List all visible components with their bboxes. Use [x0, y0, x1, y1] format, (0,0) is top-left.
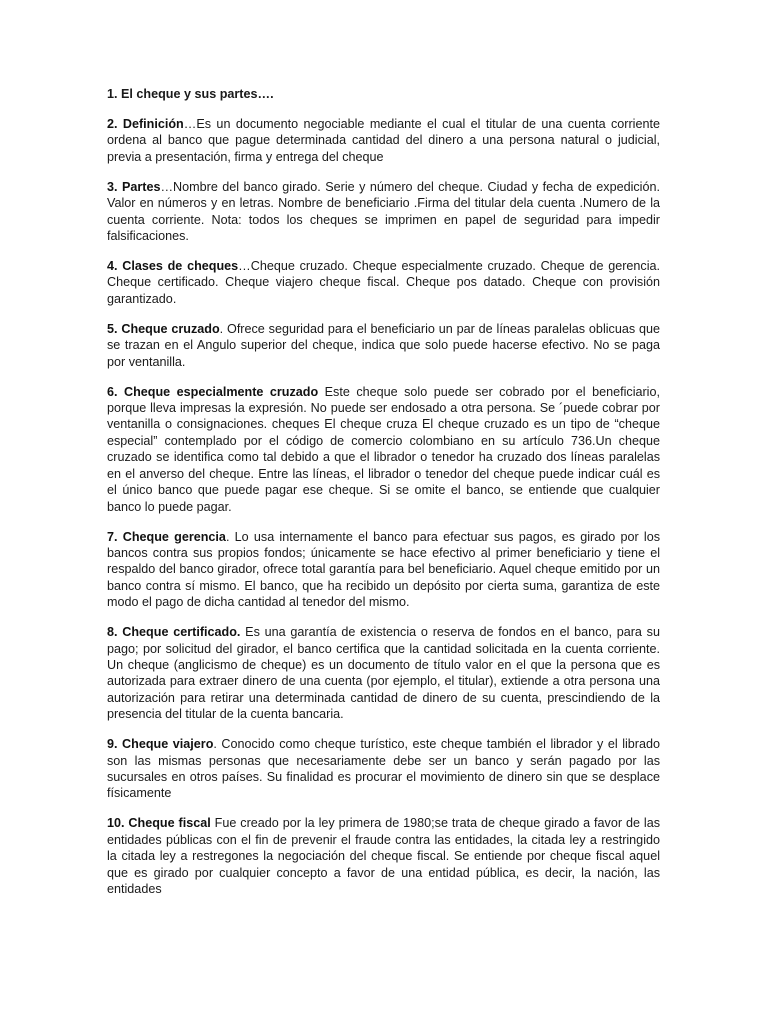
section-heading: 6. Cheque especialmente cruzado: [107, 384, 319, 399]
section-definicion: [107, 116, 660, 165]
section-text: …Es un documento negociable mediante el cual el titular de una cuenta corriente ordena al banco que pague determinada cantidad del dinero a una persona natural o judicial, previa a presentación, firma y entrega del cheque: [107, 117, 660, 164]
section-heading: 4. Clases de cheques: [107, 259, 239, 274]
section-heading: 8. Cheque certificado.: [107, 625, 241, 640]
section-cheque-certificado: [107, 624, 660, 722]
section-text: …Nombre del banco girado. Serie y número del cheque. Ciudad y fecha de expedición. Valor en números y en letras. Nombre de beneficiario .Firma del titular dela cuenta .Numero de la cuenta corriente. Nota: todos los cheques se imprimen en papel de seguridad para impedir falsificaciones.: [107, 179, 660, 244]
section-cheque-gerencia: [107, 529, 660, 611]
section-text: Es una garantía de existencia o reserva de fondos en el banco, para su pago; por solicitud del girador, el banco certifica que la cantidad solicitada en la cuenta corriente. Un cheque (anglicismo de cheque) es un documento de título valor en el que la persona que es autorizada para extraer dinero de una cuenta (por ejemplo, el titular), extiende a otra persona una autorización para retirar una determinada cantidad de dinero de su cuenta, prescindiendo de la presencia del titular de la cuenta bancaria.: [107, 625, 660, 722]
section-heading: 7. Cheque gerencia: [107, 529, 226, 544]
section-text: . Ofrece seguridad para el beneficiario un par de líneas paralelas oblicuas que se trazan en el Angulo superior del cheque, indica que solo puede hacerse efectivo. No se paga por ventanilla.: [107, 321, 660, 369]
section-heading: 10. Cheque fiscal: [107, 816, 211, 831]
section-cheque-cruzado: [107, 321, 660, 370]
section-cheque-especialmente-cruzado: [107, 384, 660, 515]
section-cheque-fiscal: [107, 815, 660, 897]
section-text: Fue creado por la ley primera de 1980;se trata de cheque girado a favor de las entidades públicas con el fin de prevenir el fraude contra las entidades, la citada ley a restringido la citada ley a restregones la negociación del cheque fiscal. Se entiende por cheque fiscal aquel que es girado por cualquier concepto a favor de una entidad pública, es decir, la nación, las entidades: [107, 816, 661, 896]
section-text: Este cheque solo puede ser cobrado por el beneficiario, porque lleva impresas la expresión. No puede ser endosado a otra persona. Se ´puede cobrar por ventanilla o consignaciones. cheques El cheque cruza El cheque cruzado es un tipo de “cheque especial” contemplado por el código de comercio colombiano en su artículo 736.Un cheque cruzado se identifica como tal debido a que el librador o tenedor ha cruzado dos líneas paralelas en el anverso del cheque. Entre las líneas, el librador o tenedor del cheque puede indicar cuál es el único banco que puede pagar ese cheque. Si se omite el banco, se entiende que cualquier banco lo puede pagar.: [107, 384, 660, 514]
section-heading: 2. Definición: [107, 117, 184, 131]
section-heading: 5. Cheque cruzado: [107, 321, 220, 336]
section-text: . Lo usa internamente el banco para efectuar sus pagos, es girado por los bancos contra sus propios fondos; únicamente se hace efectivo al primer beneficiario y tiene el respaldo del banco girador, ofrece total garantía para bel beneficiario. Aquel cheque emitido por un banco contra sí mismo. El banco, que ha recibido un depósito por cierta suma, garantiza de este modo el pago de dicha cantidad al tenedor del mismo.: [107, 529, 661, 610]
section-heading: 3. Partes: [107, 179, 161, 194]
section-text: . Conocido como cheque turístico, este cheque también el librador y el librado son las mismas personas que necesariamente debe ser un banco y serán pagado por las sucursales en otros países. Su finalidad es procurar el movimiento de dinero sin que se desplace físicamente: [107, 737, 660, 801]
document-title: 1. El cheque y sus partes….: [107, 87, 274, 101]
section-heading: 9. Cheque viajero: [107, 737, 214, 752]
section-cheque-viajero: [107, 736, 660, 802]
document-page: [107, 86, 660, 911]
section-clases: [107, 258, 660, 307]
section-partes: [107, 179, 660, 245]
section-text: …Cheque cruzado. Cheque especialmente cruzado. Cheque de gerencia. Cheque certificado. Cheque viajero cheque fiscal. Cheque pos datado. Cheque con provisión garantizado.: [107, 259, 661, 306]
